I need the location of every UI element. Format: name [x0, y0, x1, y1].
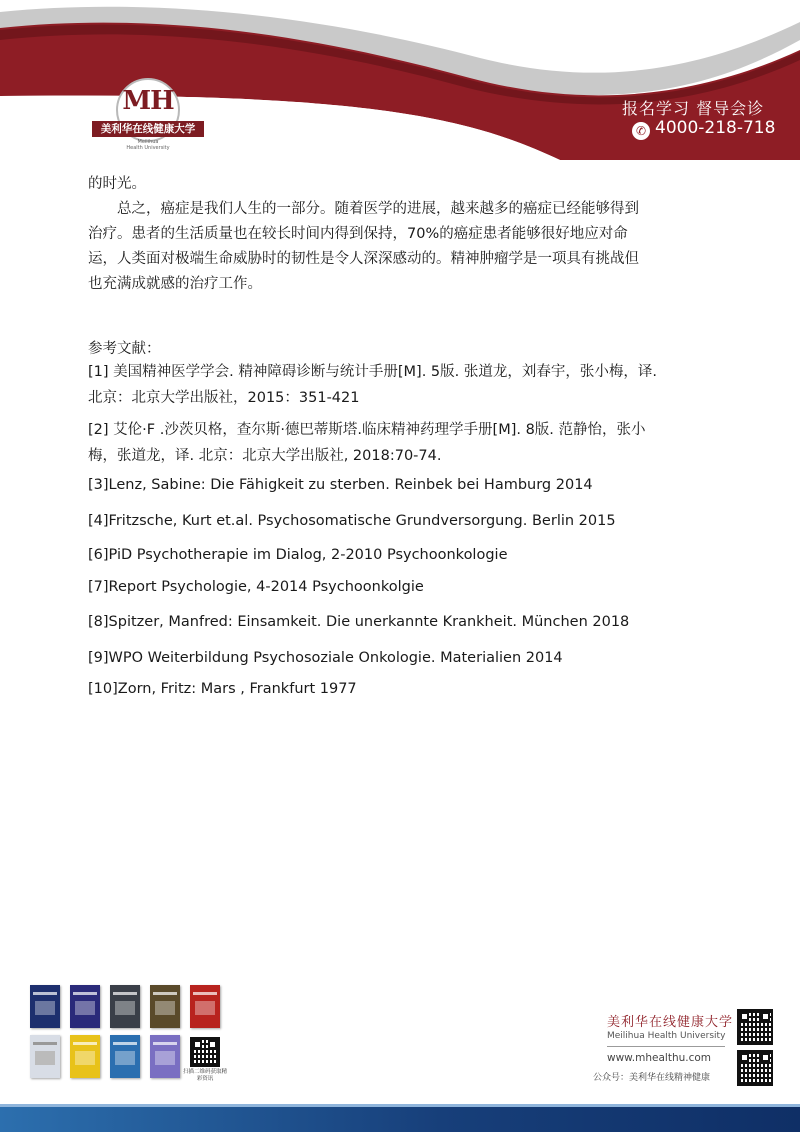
book-cover	[150, 985, 180, 1028]
logo-subtext	[116, 139, 180, 151]
book-cover	[30, 1035, 60, 1078]
book-cover	[190, 985, 220, 1028]
reference-line: [1] 美国精神医学学会. 精神障碍诊断与统计手册[M]. 5版. 张道龙，刘春宇，张小梅，译.	[88, 364, 657, 380]
book-cover	[70, 985, 100, 1028]
footer-wechat: 公众号：美利华在线精神健康	[593, 1073, 711, 1083]
reference-line: [6]PiD Psychotherapie im Dialog, 2-2010 Psychoonkologie	[88, 547, 508, 563]
summary-line-4: 也充满成就感的治疗工作。	[88, 276, 262, 292]
logo-subtext-line2: Health University	[126, 145, 170, 151]
reference-line: [9]WPO Weiterbildung Psychosoziale Onkologie. Materialien 2014	[88, 650, 563, 666]
book-cover	[30, 985, 60, 1028]
reference-line: [3]Lenz, Sabine: Die Fähigkeit zu sterben. Reinbek bei Hamburg 2014	[88, 477, 593, 493]
summary-line-3: 运，人类面对极端生命威胁时的韧性是令人深深感动的。精神肿瘤学是一项具有挑战但	[88, 251, 639, 267]
books-qr-caption: 扫描二维码获取精彩资讯	[182, 1069, 227, 1082]
footer-university-name: 美利华在线健康大学	[607, 1015, 734, 1030]
phone-icon: ✆	[632, 122, 650, 140]
hotline-number: 4000-218-718	[655, 118, 776, 138]
book-cover	[70, 1035, 100, 1078]
reference-line: [8]Spitzer, Manfred: Einsamkeit. Die unerkannte Krankheit. München 2018	[88, 614, 630, 630]
body-text	[88, 172, 728, 297]
logo-monogram: MH	[122, 86, 174, 116]
reference-line: [7]Report Psychologie, 4-2014 Psychoonkolgie	[88, 579, 424, 595]
header-hotline	[632, 118, 775, 140]
header-slogan: 报名学习 督导会诊	[622, 99, 765, 118]
summary-line-1: 总之，癌症是我们人生的一部分。随着医学的进展，越来越多的癌症已经能够得到	[117, 201, 639, 217]
logo-ribbon: 美利华在线健康大学	[92, 121, 204, 137]
paragraph-summary	[88, 197, 728, 297]
university-logo	[92, 78, 204, 153]
references-title: 参考文献：	[88, 341, 161, 357]
footer-divider	[607, 1046, 725, 1047]
paragraph-continuation: 的时光。	[88, 176, 146, 192]
website-qr-code	[737, 1009, 773, 1045]
reference-line: [10]Zorn, Fritz: Mars , Frankfurt 1977	[88, 681, 357, 697]
footer-website: www.mhealthu.com	[607, 1052, 712, 1064]
book-cover	[110, 1035, 140, 1078]
reference-line: [2] 艾伦·F .沙茨贝格，查尔斯·德巴蒂斯塔.临床精神药理学手册[M]. 8版. 范静怡，张小	[88, 422, 646, 438]
logo-subtext-line1: Meilihua	[137, 139, 159, 145]
reference-line: 梅，张道龙，译. 北京：北京大学出版社, 2018:70-74.	[88, 448, 442, 464]
summary-line-2: 治疗。患者的生活质量也在较长时间内得到保持，70%的癌症患者能够很好地应对命	[88, 226, 628, 242]
reference-line: 北京：北京大学出版社，2015：351-421	[88, 390, 360, 406]
footer-bar	[0, 1107, 800, 1132]
book-cover	[150, 1035, 180, 1078]
wechat-qr-code	[737, 1050, 773, 1086]
reference-line: [4]Fritzsche, Kurt et.al. Psychosomatische Grundversorgung. Berlin 2015	[88, 513, 616, 529]
book-cover	[110, 985, 140, 1028]
books-qr-code	[190, 1037, 220, 1067]
footer-university-en: Meilihua Health University	[607, 1031, 726, 1041]
